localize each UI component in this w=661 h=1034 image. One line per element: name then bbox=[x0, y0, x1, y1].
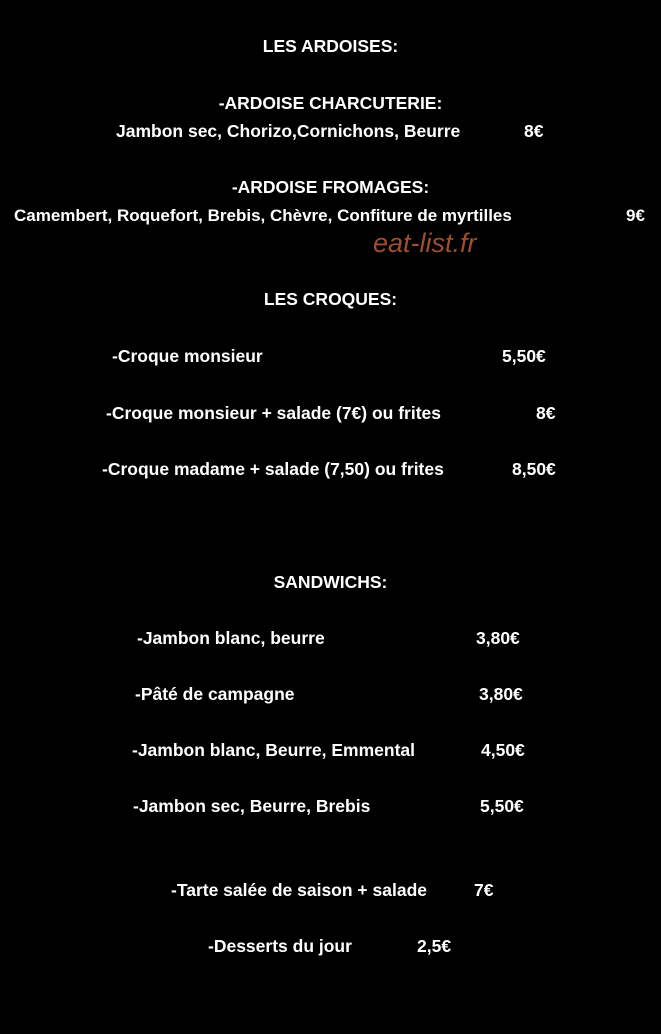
ardoise-fromages-desc: Camembert, Roquefort, Brebis, Chèvre, Confiture de myrtilles bbox=[14, 206, 512, 225]
section-title-croques: LES CROQUES: bbox=[263, 289, 398, 309]
ardoise-charcuterie-desc: Jambon sec, Chorizo,Cornichons, Beurre bbox=[116, 121, 461, 141]
sandwich-item-price: 3,80€ bbox=[476, 628, 520, 648]
sandwich-item-label: -Jambon sec, Beurre, Brebis bbox=[133, 796, 371, 816]
section-title-ardoises: LES ARDOISES: bbox=[262, 36, 399, 56]
extra-item-price: 7€ bbox=[474, 880, 494, 900]
extra-item-price: 2,5€ bbox=[417, 936, 452, 956]
croque-item-label: -Croque monsieur bbox=[112, 346, 263, 366]
croque-item-price: 5,50€ bbox=[502, 346, 546, 366]
sandwich-item-price: 5,50€ bbox=[480, 796, 524, 816]
ardoise-charcuterie-title: -ARDOISE CHARCUTERIE: bbox=[218, 93, 443, 113]
croque-item-label: -Croque monsieur + salade (7€) ou frites bbox=[106, 403, 442, 423]
ardoise-fromages-title: -ARDOISE FROMAGES: bbox=[231, 177, 430, 197]
extra-item-label: -Desserts du jour bbox=[208, 936, 352, 956]
sandwich-item-price: 3,80€ bbox=[479, 684, 523, 704]
sandwich-item-label: -Jambon blanc, beurre bbox=[137, 628, 325, 648]
extra-item-label: -Tarte salée de saison + salade bbox=[171, 880, 427, 900]
sandwich-item-price: 4,50€ bbox=[481, 740, 525, 760]
sandwich-item-label: -Pâté de campagne bbox=[135, 684, 295, 704]
croque-item-price: 8€ bbox=[536, 403, 556, 423]
sandwich-item-label: -Jambon blanc, Beurre, Emmental bbox=[132, 740, 415, 760]
watermark-logo: eat-list.fr bbox=[373, 228, 477, 258]
ardoise-charcuterie-price: 8€ bbox=[524, 121, 544, 141]
section-title-sandwichs: SANDWICHS: bbox=[273, 572, 388, 592]
ardoise-fromages-price: 9€ bbox=[626, 206, 645, 225]
croque-item-price: 8,50€ bbox=[512, 459, 556, 479]
croque-item-label: -Croque madame + salade (7,50) ou frites bbox=[102, 459, 444, 479]
